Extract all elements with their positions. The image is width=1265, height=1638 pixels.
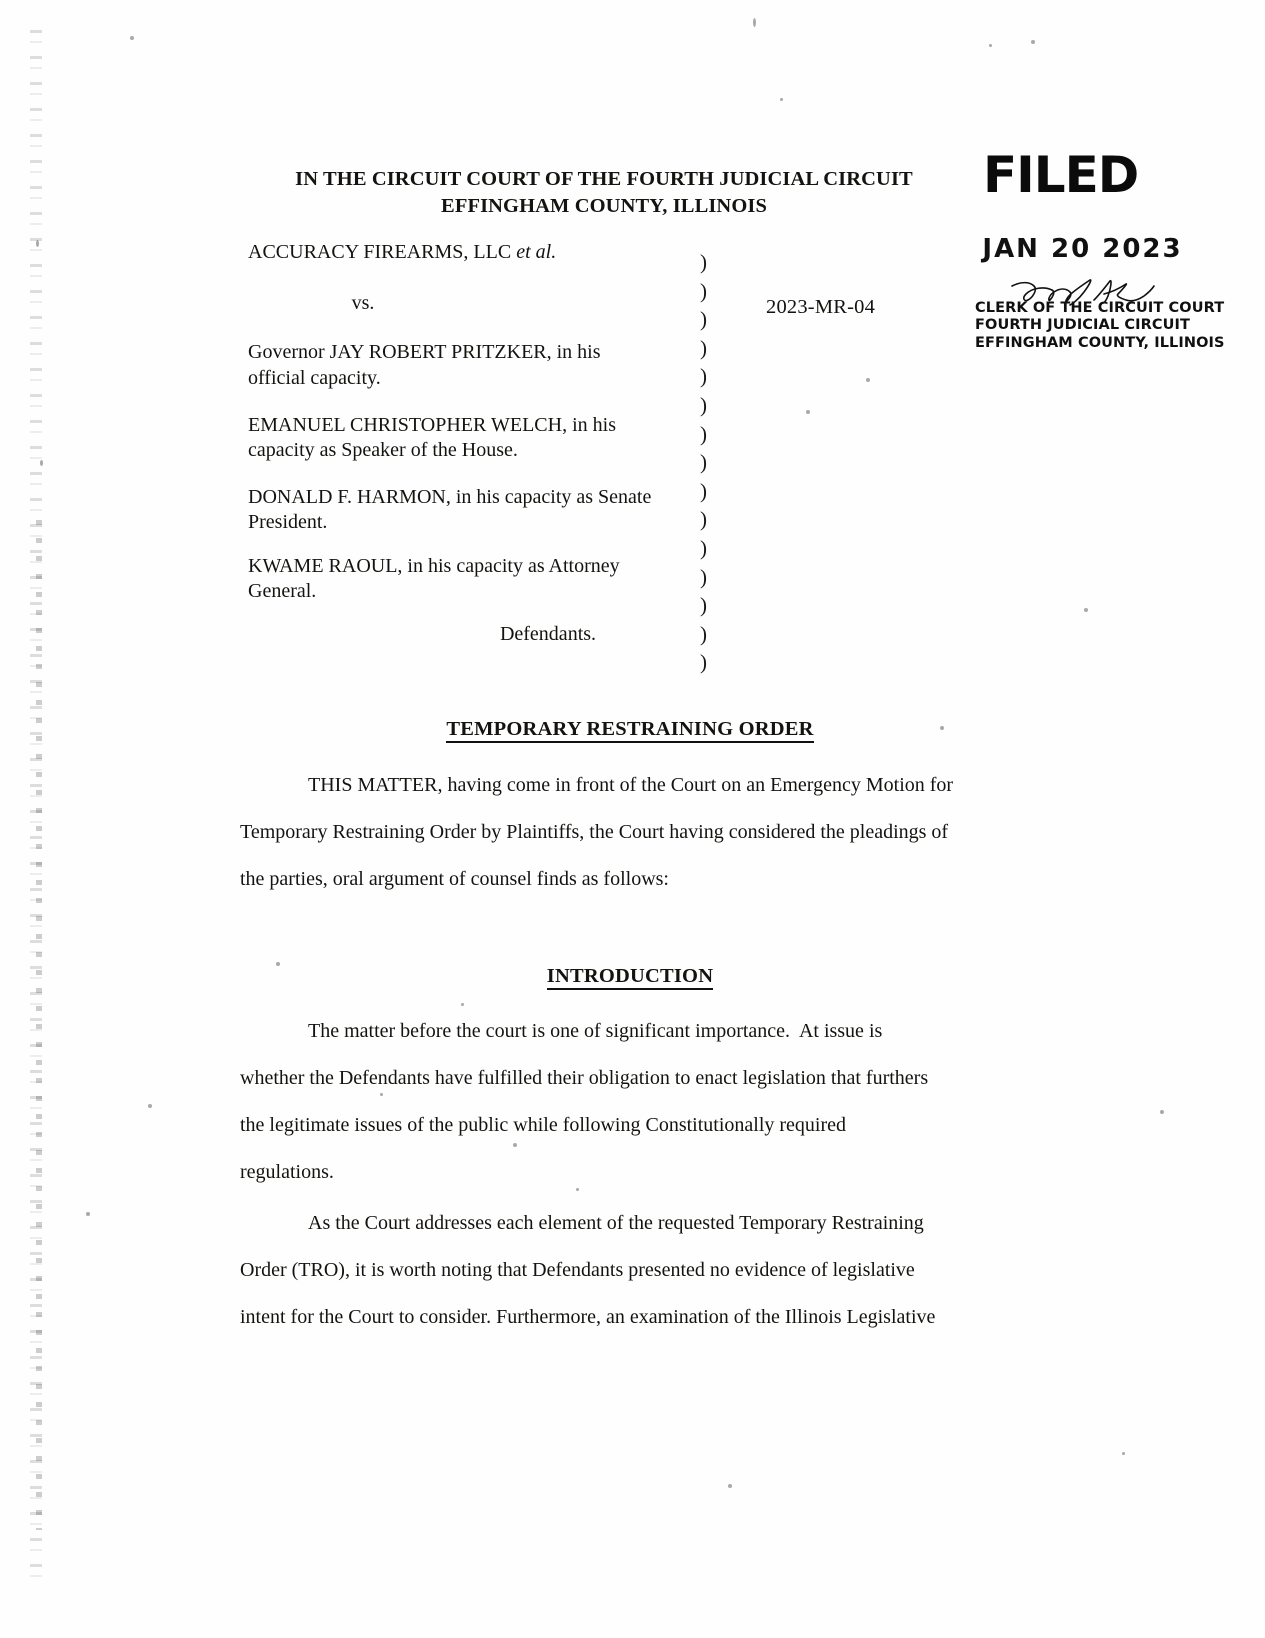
section-heading-tro-text: TEMPORARY RESTRAINING ORDER	[446, 718, 813, 743]
defendant-line-2: capacity as Speaker of the House.	[248, 438, 518, 461]
defendant-block-pritzker	[248, 340, 728, 390]
defendant-line-1: DONALD F. HARMON, in his capacity as Senate	[248, 486, 652, 509]
caption-paren: )	[700, 392, 707, 417]
defendant-block-harmon	[248, 485, 728, 535]
defendant-line-2: official capacity.	[248, 366, 381, 389]
paragraph-line: Order (TRO), it is worth noting that Defendants presented no evidence of legislative	[240, 1259, 915, 1281]
paragraph-line: regulations.	[240, 1161, 334, 1183]
scan-speck	[130, 36, 134, 40]
paragraph-line: whether the Defendants have fulfilled their obligation to enact legislation that furthers	[240, 1067, 929, 1089]
paragraph-matter-before-court	[240, 1008, 1030, 1196]
caption-paren: )	[700, 421, 707, 446]
defendant-line-1: EMANUEL CHRISTOPHER WELCH, in his	[248, 413, 616, 436]
defendant-line-1: KWAME RAOUL, in his capacity as Attorney	[248, 554, 620, 577]
caption-paren: )	[700, 507, 707, 532]
scan-speck	[148, 1104, 152, 1108]
caption-paren: )	[700, 621, 707, 646]
caption-paren: )	[700, 478, 707, 503]
scan-speck	[753, 18, 756, 27]
case-number: 2023-MR-04	[766, 296, 876, 318]
court-header-line-1: IN THE CIRCUIT COURT OF THE FOURTH JUDICIAL CIRCUIT	[295, 168, 913, 190]
versus-label: vs.	[351, 292, 375, 315]
clerk-stamp-text	[975, 300, 1225, 352]
paragraph-line: Temporary Restraining Order by Plaintiffs, the Court having considered the pleadings of	[240, 821, 949, 843]
paragraph-line: the parties, oral argument of counsel finds as follows:	[240, 868, 669, 890]
caption-paren: )	[700, 364, 707, 389]
caption-paren: )	[700, 450, 707, 475]
section-heading-introduction	[240, 965, 1020, 988]
scan-speck	[1031, 40, 1035, 44]
defendant-line-2: General.	[248, 579, 317, 602]
defendants-label: Defendants.	[499, 622, 597, 645]
clerk-line-1: CLERK OF THE CIRCUIT COURT	[975, 300, 1225, 316]
scan-edge-artifact-secondary	[36, 520, 42, 1530]
scan-speck	[86, 1212, 90, 1216]
paragraph-line: As the Court addresses each element of the requested Temporary Restraining	[308, 1212, 924, 1234]
defendant-block-welch	[248, 413, 728, 463]
clerk-signature	[975, 278, 1190, 304]
filed-stamp	[975, 146, 1225, 352]
caption-paren: )	[700, 335, 707, 360]
section-heading-introduction-text: INTRODUCTION	[547, 965, 713, 990]
paragraph-line: intent for the Court to consider. Furthermore, an examination of the Illinois Legislative	[240, 1306, 936, 1328]
scan-speck	[461, 1003, 464, 1006]
paragraph-as-the-court-addresses	[240, 1200, 1030, 1341]
caption-paren: )	[700, 307, 707, 332]
clerk-line-2: FOURTH JUDICIAL CIRCUIT	[975, 317, 1190, 334]
paragraph-this-matter	[240, 762, 1030, 903]
caption-paren: )	[700, 564, 707, 589]
plaintiff-etal: et al.	[516, 241, 557, 263]
scan-speck	[728, 1484, 732, 1488]
case-caption	[248, 240, 728, 647]
caption-paren: )	[700, 535, 707, 560]
caption-paren: )	[700, 250, 707, 274]
scan-speck	[1084, 608, 1088, 612]
defendant-line-2: President.	[248, 511, 328, 534]
scan-speck	[866, 378, 870, 382]
caption-paren: )	[700, 650, 707, 675]
paragraph-line: the legitimate issues of the public while following Constitutionally required	[240, 1114, 847, 1136]
plaintiff-name: ACCURACY FIREARMS, LLC	[248, 241, 517, 263]
paragraph-line: The matter before the court is one of significant importance. At issue is	[308, 1020, 883, 1042]
caption-paren: )	[700, 278, 707, 303]
defendant-line-1: Governor JAY ROBERT PRITZKER, in his	[248, 341, 601, 364]
scan-speck	[780, 98, 783, 101]
caption-paren: )	[700, 593, 707, 618]
scan-speck	[1122, 1452, 1125, 1455]
caption-paren-column	[700, 248, 707, 677]
section-heading-tro	[240, 718, 1020, 741]
clerk-line-3: EFFINGHAM COUNTY, ILLINOIS	[975, 334, 1225, 351]
filed-stamp-date: JAN 20 2023	[982, 234, 1183, 264]
paragraph-line: THIS MATTER, having come in front of the Court on an Emergency Motion for	[308, 774, 954, 796]
court-header-line-2: EFFINGHAM COUNTY, ILLINOIS	[441, 195, 767, 218]
plaintiff-block	[248, 240, 728, 265]
scan-speck	[989, 44, 992, 47]
defendant-block-raoul	[248, 554, 728, 604]
filed-stamp-label: FILED	[983, 146, 1139, 204]
scan-speck	[1160, 1110, 1164, 1114]
scan-speck	[806, 410, 810, 414]
court-header	[248, 166, 960, 221]
